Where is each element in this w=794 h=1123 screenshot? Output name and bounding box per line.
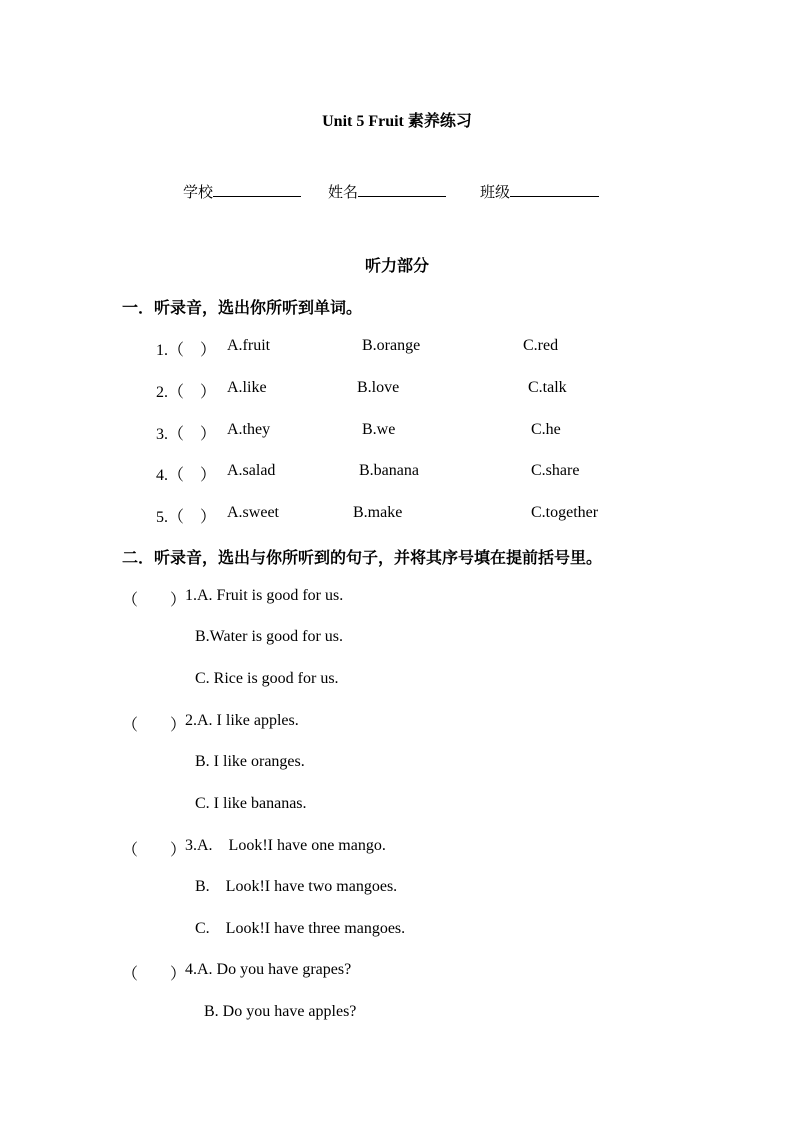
question-option: 3.A. Look!I have one mango.: [185, 837, 386, 854]
part1-item-option: A.fruit: [227, 337, 271, 354]
question-option: B. Look!I have two mangoes.: [195, 878, 398, 895]
school-field: [183, 181, 301, 202]
part1-item-option: C.he: [531, 421, 561, 438]
section-title: 听力部分: [364, 256, 429, 275]
part1-item-option: C.talk: [528, 379, 567, 396]
part1-item-option: B.love: [357, 379, 400, 396]
part1-item-option: B.we: [362, 421, 396, 438]
part1-item-option: B.orange: [362, 337, 421, 354]
part1-item-num: 2.（ ）: [156, 384, 217, 401]
part1-item-option: A.they: [227, 421, 271, 438]
part1-item-option: A.sweet: [227, 504, 279, 521]
class-blank[interactable]: [510, 182, 599, 197]
part1-item-num: 1.（ ）: [156, 342, 217, 359]
name-field: [328, 181, 446, 202]
part1-item-option: B.banana: [359, 462, 419, 479]
part1-item-option: C.share: [531, 462, 580, 479]
part1-item-option: A.like: [227, 379, 267, 396]
part1-item-option: C.together: [531, 504, 599, 521]
class-label: 班级: [480, 183, 511, 201]
school-label: 学校: [183, 183, 214, 201]
class-field: [480, 181, 599, 202]
question-option: B. Do you have apples?: [204, 1003, 357, 1020]
part1-item-num: 5.（ ）: [156, 509, 217, 526]
question-option: B.Water is good for us.: [195, 628, 344, 645]
answer-bracket[interactable]: （ ）: [122, 966, 187, 983]
answer-bracket[interactable]: （ ）: [122, 717, 187, 734]
part1-item-num: 4.（ ）: [156, 467, 217, 484]
question-option: C. Look!I have three mangoes.: [195, 920, 406, 937]
part1-heading: 一．听录音，选出你所听到单词。: [122, 298, 363, 317]
school-blank[interactable]: [213, 182, 301, 197]
name-label: 姓名: [328, 183, 359, 201]
question-option: C. Rice is good for us.: [195, 670, 339, 687]
answer-bracket[interactable]: （ ）: [122, 592, 187, 609]
question-option: 2.A. I like apples.: [185, 712, 299, 729]
part1-item-num: 3.（ ）: [156, 426, 217, 443]
question-option: B. I like oranges.: [195, 753, 305, 770]
part1-item-option: A.salad: [227, 462, 276, 479]
part1-item-option: B.make: [353, 504, 403, 521]
part1-item-option: C.red: [523, 337, 559, 354]
question-option: 1.A. Fruit is good for us.: [185, 587, 344, 604]
question-option: C. I like bananas.: [195, 795, 307, 812]
part2-heading: 二．听录音，选出与你所听到的句子，并将其序号填在提前括号里。: [122, 548, 603, 567]
question-option: 4.A. Do you have grapes?: [185, 961, 352, 978]
name-blank[interactable]: [358, 182, 446, 197]
answer-bracket[interactable]: （ ）: [122, 842, 187, 859]
page-title: Unit 5 Fruit 素养练习: [322, 113, 472, 130]
